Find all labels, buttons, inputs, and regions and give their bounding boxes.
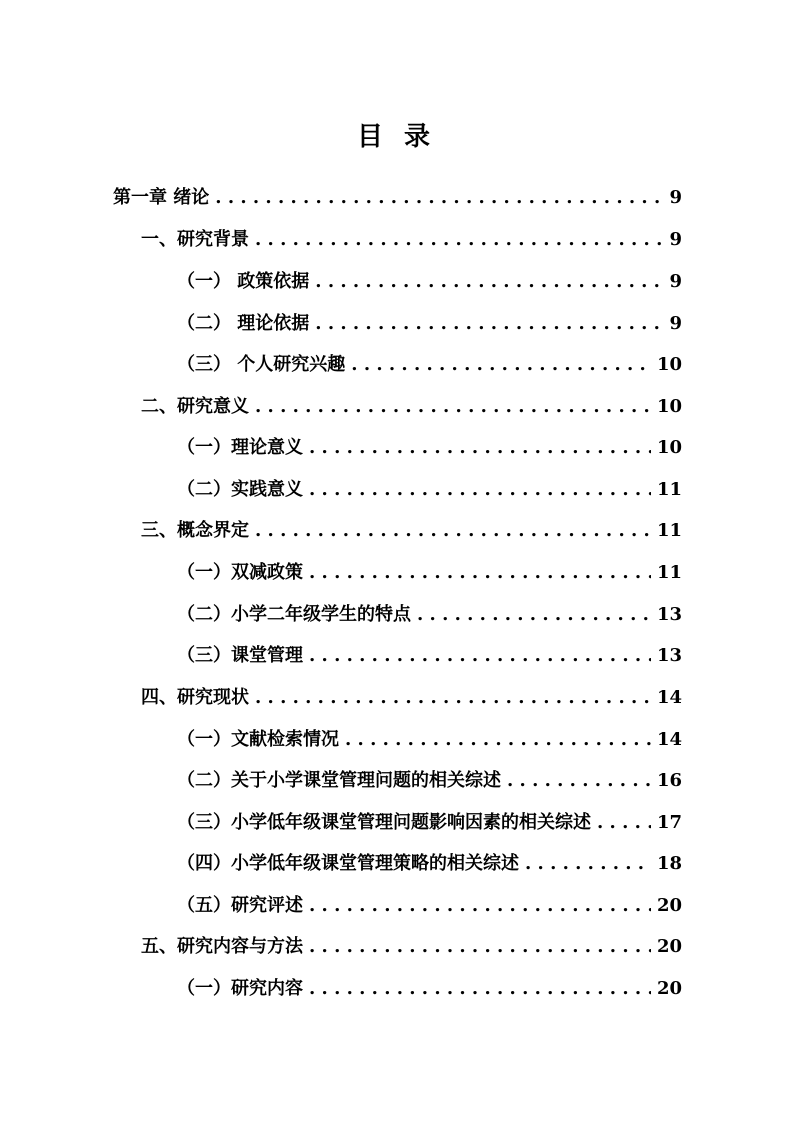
toc-leader-dots	[215, 187, 663, 208]
toc-entry-page: 14	[656, 687, 682, 708]
toc-leader-dots	[309, 562, 651, 583]
toc-entry-subsection[interactable]	[177, 891, 682, 921]
toc-entry-page: 9	[669, 229, 682, 250]
toc-leader-dots	[309, 645, 651, 666]
toc-leader-dots	[255, 687, 651, 708]
toc-entry-label: （二）关于小学课堂管理问题的相关综述	[177, 770, 501, 791]
toc-entry-subsection[interactable]	[177, 600, 682, 630]
toc-leader-dots	[309, 479, 651, 500]
toc-leader-dots	[255, 520, 651, 541]
toc-entry-label: （一）理论意义	[177, 437, 303, 458]
toc-entry-label: 四、研究现状	[141, 687, 249, 708]
toc-entry-page: 13	[656, 604, 682, 625]
toc-entry-page: 10	[656, 396, 682, 417]
toc-entry-page: 10	[656, 437, 682, 458]
toc-entry-subsection[interactable]	[177, 350, 682, 380]
toc-leader-dots	[597, 812, 651, 833]
toc-entry-label: （四）小学低年级课堂管理策略的相关综述	[177, 853, 519, 874]
toc-entry-section-2[interactable]	[141, 392, 682, 422]
toc-entry-page: 11	[656, 520, 682, 541]
toc-entry-page: 18	[656, 853, 682, 874]
toc-leader-dots	[345, 729, 651, 750]
toc-leader-dots	[309, 895, 651, 916]
toc-entry-subsection[interactable]	[177, 475, 682, 505]
toc-entry-page: 16	[656, 770, 682, 791]
toc-entry-label: （一）文献检索情况	[177, 729, 339, 750]
toc-entry-label: （二）实践意义	[177, 479, 303, 500]
toc-entry-label: （一） 政策依据	[177, 271, 310, 292]
toc-entry-subsection[interactable]	[177, 725, 682, 755]
toc-leader-dots	[309, 437, 651, 458]
toc-entry-page: 17	[656, 812, 682, 833]
toc-entry-page: 11	[656, 479, 682, 500]
toc-entry-label: （三）小学低年级课堂管理问题影响因素的相关综述	[177, 812, 591, 833]
toc-entry-subsection[interactable]	[177, 558, 682, 588]
toc-entry-chapter-1[interactable]	[113, 183, 682, 213]
toc-leader-dots	[315, 313, 663, 334]
toc-entry-subsection[interactable]	[177, 433, 682, 463]
toc-entry-label: 三、概念界定	[141, 520, 249, 541]
toc-leader-dots	[525, 853, 651, 874]
toc-leader-dots	[309, 978, 651, 999]
toc-entry-section-5[interactable]	[141, 932, 682, 962]
toc-entry-page: 14	[656, 729, 682, 750]
toc-leader-dots	[309, 936, 651, 957]
toc-entry-label: （一）研究内容	[177, 978, 303, 999]
toc-entry-label: （五）研究评述	[177, 895, 303, 916]
toc-entry-subsection[interactable]	[177, 766, 682, 796]
toc-leader-dots	[417, 604, 651, 625]
toc-leader-dots	[255, 396, 651, 417]
toc-entry-page: 9	[669, 313, 682, 334]
toc-entry-label: （二）小学二年级学生的特点	[177, 604, 411, 625]
toc-entry-subsection[interactable]	[177, 808, 682, 838]
toc-entry-page: 20	[656, 895, 682, 916]
toc-entry-label: 一、研究背景	[141, 229, 249, 250]
toc-leader-dots	[315, 271, 663, 292]
toc-entry-subsection[interactable]	[177, 974, 682, 1004]
toc-entry-label: （二） 理论依据	[177, 313, 310, 334]
toc-entry-section-1[interactable]	[141, 225, 682, 255]
toc-entry-label: （三）课堂管理	[177, 645, 303, 666]
toc-entry-subsection[interactable]	[177, 309, 682, 339]
toc-entry-label: 五、研究内容与方法	[141, 936, 303, 957]
toc-entry-subsection[interactable]	[177, 849, 682, 879]
toc-entry-page: 11	[656, 562, 682, 583]
toc-title: 目 录	[356, 122, 437, 152]
toc-entry-subsection[interactable]	[177, 267, 682, 297]
toc-leader-dots	[507, 770, 651, 791]
toc-entry-label: 二、研究意义	[141, 396, 249, 417]
toc-entry-page: 10	[656, 354, 682, 375]
toc-entry-section-3[interactable]	[141, 516, 682, 546]
toc-entry-section-4[interactable]	[141, 683, 682, 713]
toc-entry-label: 第一章 绪论	[113, 187, 210, 208]
toc-entry-page: 13	[656, 645, 682, 666]
toc-leader-dots	[351, 354, 651, 375]
toc-entry-page: 20	[656, 936, 682, 957]
toc-entry-subsection[interactable]	[177, 641, 682, 671]
toc-entry-label: （一）双减政策	[177, 562, 303, 583]
toc-leader-dots	[255, 229, 663, 250]
toc-entry-label: （三） 个人研究兴趣	[177, 354, 346, 375]
toc-entry-page: 20	[656, 978, 682, 999]
toc-entry-page: 9	[669, 271, 682, 292]
toc-entry-page: 9	[669, 187, 682, 208]
